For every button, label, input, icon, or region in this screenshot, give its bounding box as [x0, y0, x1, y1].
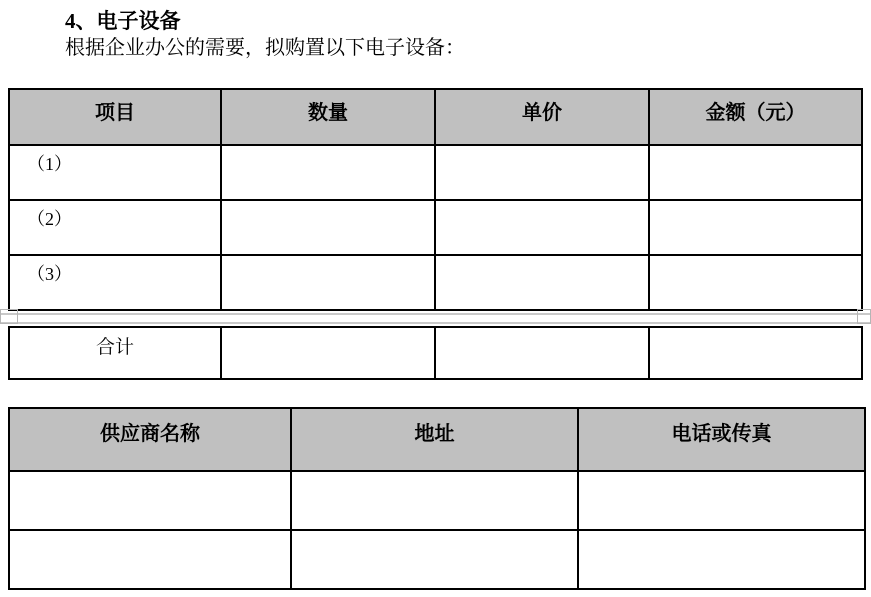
page-break-line-top [0, 313, 871, 315]
page-break-left-handle [0, 309, 18, 324]
total-label: 合计 [9, 327, 221, 379]
total-row [9, 327, 862, 379]
supplier-row1-name-cell[interactable] [9, 471, 291, 530]
equipment-row1-amount-cell[interactable] [649, 145, 862, 200]
supplier-header-phone-fax: 电话或传真 [578, 408, 865, 471]
table-row [9, 255, 862, 310]
intro-text: 根据企业办公的需要，拟购置以下电子设备： [65, 37, 465, 59]
equipment-row3-amount-cell[interactable] [649, 255, 862, 310]
equipment-row1-label: （1） [9, 145, 221, 200]
table-row [9, 471, 865, 530]
equipment-header-item: 项目 [9, 89, 221, 145]
equipment-row3-quantity-cell[interactable] [221, 255, 435, 310]
supplier-header-name: 供应商名称 [9, 408, 291, 471]
supplier-table-header-row [9, 408, 865, 471]
equipment-row1-unit-price-cell[interactable] [435, 145, 649, 200]
total-amount-cell[interactable] [649, 327, 862, 379]
table-row [9, 530, 865, 589]
section-heading: 4、电子设备 [65, 9, 181, 33]
equipment-header-unit-price: 单价 [435, 89, 649, 145]
supplier-row2-address-cell[interactable] [291, 530, 578, 589]
table-row [9, 200, 862, 255]
total-unit-price-cell[interactable] [435, 327, 649, 379]
supplier-row2-phone-cell[interactable] [578, 530, 865, 589]
page-break-indicator [0, 308, 871, 326]
equipment-row2-label: （2） [9, 200, 221, 255]
total-quantity-cell[interactable] [221, 327, 435, 379]
supplier-row1-phone-cell[interactable] [578, 471, 865, 530]
equipment-row3-unit-price-cell[interactable] [435, 255, 649, 310]
supplier-header-address: 地址 [291, 408, 578, 471]
equipment-table-header-row [9, 89, 862, 145]
equipment-row2-unit-price-cell[interactable] [435, 200, 649, 255]
supplier-table [8, 407, 866, 590]
equipment-table [8, 88, 863, 311]
equipment-header-quantity: 数量 [221, 89, 435, 145]
page-break-line-bottom [0, 322, 871, 324]
total-row-table [8, 326, 863, 380]
equipment-row2-amount-cell[interactable] [649, 200, 862, 255]
equipment-header-amount: 金额（元） [649, 89, 862, 145]
supplier-row2-name-cell[interactable] [9, 530, 291, 589]
equipment-row3-label: （3） [9, 255, 221, 310]
page-break-right-handle [857, 309, 871, 324]
equipment-row2-quantity-cell[interactable] [221, 200, 435, 255]
supplier-row1-address-cell[interactable] [291, 471, 578, 530]
equipment-row1-quantity-cell[interactable] [221, 145, 435, 200]
table-row [9, 145, 862, 200]
